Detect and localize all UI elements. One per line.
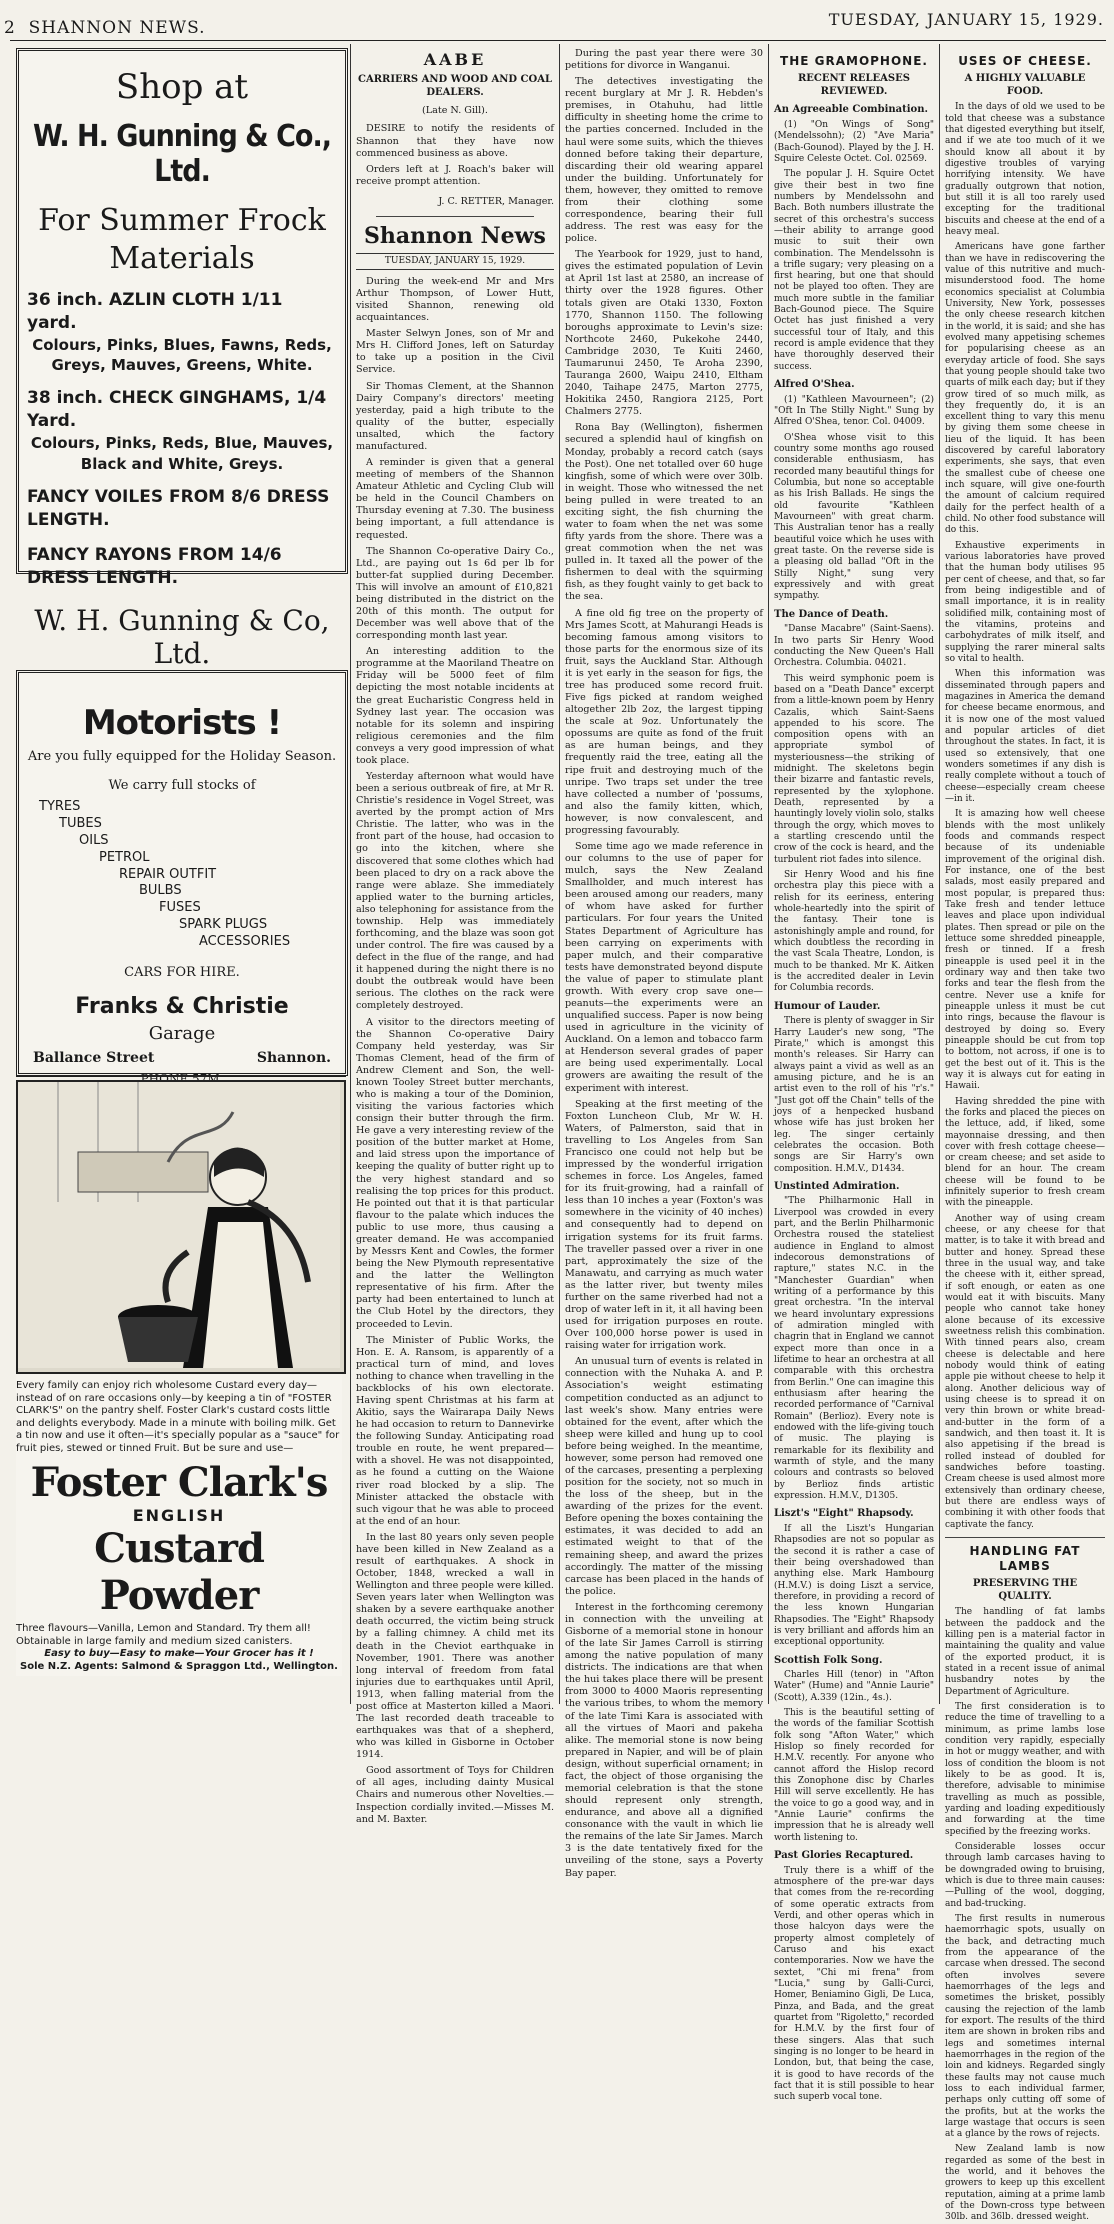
masthead xyxy=(0,0,1114,40)
paragraph: "Danse Macabre" (Saint-Saens). In two parts Sir Henry Wood conducting the New Queen's Hall Orchestra. Columbia. 04021. xyxy=(774,624,934,669)
custard-brand: Foster Clark's xyxy=(30,1459,328,1506)
ad-firm-name: W. H. Gunning & Co., Ltd. xyxy=(33,119,331,189)
news-item: An unusual turn of events is related in connection with the Nuhaka A. and P. Association's weight estimating competition conducted as an adjunct to last week's show. Many entries were obtained for the event, after which the sheep were killed and hung up to cool before being weighed. In the meantime, however, some person had removed one of the carcases, presenting a perplexing position for the society, not so much in the loss of the sheep, but in the awarding of the prizes for the event. Before opening the boxes containing the estimates, it was decided to add an estimated weight to that of the remaining sheep, and award the prizes accordingly. The matter of the missing carcase has been placed in the hands of the police. xyxy=(565,1356,763,1597)
custard-english: ENGLISH xyxy=(132,1506,226,1525)
page-number: 2 xyxy=(4,18,16,38)
paragraph: It is amazing how well cheese blends with the most unlikely foods and commands respect because of its undeniable improvement of the original dish. For instance, one of the best salads, most easily prepared and most popular, is prepared thus: Take fresh and tender lettuce leaves and place upon individual plates. Then spread or pile on the lettuce some shredded pineapple, fresh or tinned. If a fresh pineapple is used peel it in the ordinary way and then take two forks and tear the flesh from the centre. Never use a knife for pineapple unless it must be cut into rings, because the flavour is destroyed by doing so. Every pineapple should be cut from top to bottom, not across, if one is to get the best out of it. This is the way it is always cut for eating in Hawaii. xyxy=(945,809,1105,1092)
ad-carry: We carry full stocks of xyxy=(108,778,256,793)
paragraph: This is the beautiful setting of the words of the familiar Scottish folk song "Afton Water," which Hislop so finely recorded for H.M.V. recently. For anyone who cannot afford the Hislop record this Zonophone disc by Charles Hill will serve excellently. He has the voice to go a good way, and in "Annie Laurie" confirms the impression that he is already well worth listening to. xyxy=(774,1708,934,1843)
stock-item: BULBS xyxy=(139,883,182,899)
column-5-cheese-lambs xyxy=(945,48,1105,2223)
news-item: Master Selwyn Jones, son of Mr and Mrs H. Clifford Jones, left on Saturday to take up a position in the Civil Service. xyxy=(356,328,554,376)
ad-subhead-2: Materials xyxy=(109,241,255,276)
aabe-signature: J. C. RETTER, Manager. xyxy=(438,195,554,207)
news-item: Interest in the forthcoming ceremony in connection with the unveiling at Gisborne of a memorial stone in honour of the late Sir James Carroll is stirring among the native population of many districts. The indications are that when the hui takes place there will be present from 3000 to 4000 Maoris representing the various tribes, to whom the memory of the late Timi Kara is associated with all the virtues of Maori and pakeha alike. The memorial stone is now being prepared in Napier, and will be of plain design, without superficial ornament; in fact, the object of those organising the memorial celebration is that the stone should represent only strength, endurance, and above all a dignified consonance with the vault in which lie the remains of the late Sir James. March 3 is the date tentatively fixed for the unveiling of the stone, says a Poverty Bay paper. xyxy=(565,1601,763,1879)
stock-list xyxy=(19,799,345,951)
news-item: The Minister of Public Works, the Hon. E. A. Ransom, is apparently of a practical turn of mind, and loves nothing to chance when travelling in the backblocks of his own electorate. Having spent Christmas at his farm at Akitio, says the Wairarapa Daily News he had occasion to return to Dannevirke the following Sunday. Anticipating road trouble en route, he went prepared—with a shovel. He was not disappointed, as he found a cutting on the Waione river road blocked by a slip. The Minister attacked the obstacle with such vigour that he was able to proceed at the end of an hour. xyxy=(356,1334,554,1527)
subhead: Alfred O'Shea. xyxy=(774,379,855,391)
paragraph: In the days of old we used to be told that cheese was a substance that digested everything but itself, and if we ate too much of it we should know all about it by digestive troubles of varying horrifying intensity. We have gradually outgrown that notion, but still it is all too rarely used excepting for the traditional biscuits and cheese at the end of a heavy meal. xyxy=(945,102,1105,237)
paragraph: (1) "Kathleen Mavourneen"; (2) "Oft In The Stilly Night." Sung by Alfred O'Shea, tenor. Col. 04009. xyxy=(774,394,934,428)
paragraph: Sir Henry Wood and his fine orchestra play this piece with a relish for its eeriness, entering whole-heartedly into the spirit of the fantasy. Their tone is astonishingly ample and round, for which doubtless the recording in the vast Scala Theatre, London, is much to be thanked. Mr K. Aitken is the accredited dealer in Levin for Columbia records. xyxy=(774,870,934,994)
news-item: A visitor to the directors meeting of the Shannon Co-operative Dairy Company held yesterday, was Sir Thomas Clement, head of the firm of Andrew Clement and Son, the well-known Tooley Street butter merchants, who is making a tour of the Dominion, visiting the various factories which consign their butter through the firm. He gave a very interesting review of the position of the butter market at Home, and laid stress upon the importance of keeping the quality of butter right up to the very highest standard and so realising the top prices for this product. He pointed out that it is that particular flavour to the palate which induces the public to use more, thus causing a greater demand. He was accompanied by Messrs Kent and Cowles, the former being the New Plymouth representative and the latter the Wellington representative of his firm. After the party had been entertained to lunch at the Club Hotel by the directors, they proceeded to Levin. xyxy=(356,1016,554,1330)
ad-separator xyxy=(16,1076,346,1077)
news-item: A reminder is given that a general meeting of members of the Shannon Amateur Athletic and Cycling Club will be held in the Council Chambers on Thursday evening at 7.30. The business being important, a full attendance is requested. xyxy=(356,457,554,541)
stock-item: PETROL xyxy=(99,849,150,865)
column-4-gramophone xyxy=(774,48,934,2103)
ad-line: 36 inch. AZLIN CLOTH 1/11 yard. xyxy=(27,290,283,333)
ad-line: Colours, Pinks, Blues, Fawns, Reds, Greys, Mauves, Greens, White. xyxy=(32,335,332,375)
masthead-rule xyxy=(10,40,1106,41)
ad-line: FANCY RAYONS FROM 14/6 DRESS LENGTH. xyxy=(27,544,282,588)
news-item: Sir Thomas Clement, at the Shannon Dairy Company's directors' meeting yesterday, paid a high tribute to the quality of the butter, especially unsalted, which the factory manufactured. xyxy=(356,380,554,452)
section-subtitle: A HIGHLY VALUABLE FOOD. xyxy=(964,73,1086,97)
ad-hire: CARS FOR HIRE. xyxy=(124,965,240,981)
ad-subhead: For Summer Frock xyxy=(38,203,326,238)
column-rule xyxy=(768,44,769,1704)
column-3 xyxy=(565,48,764,1879)
separator xyxy=(376,216,534,217)
paragraph: New Zealand lamb is now regarded as some of the best in the world, and it behoves the growers to keep up this excellent reputation, aiming at a prime lamb of the Down-cross type between 30lb. and 36lb. dressed weight. xyxy=(945,2144,1105,2223)
news-item: The detectives investigating the recent burglary at Mr J. R. Hebden's premises, in Otahuhu, had little difficulty in sheeting home the crime to the parties concerned. Included in the haul were some suits, which the thieves donned before taking their departure, discarding their old wearing apparel under the building. Unfortunately for them, however, they omitted to remove from their clothing some correspondence, bearing their full address. The rest was easy for the police. xyxy=(565,76,763,245)
section-subtitle: RECENT RELEASES REVIEWED. xyxy=(798,73,910,97)
ad-signature: W. H. Gunning & Co, Ltd. xyxy=(34,603,330,670)
page-header-left xyxy=(4,18,206,38)
paragraph: Truly there is a whiff of the atmosphere of the pre-war days that comes from the re-recording of some operatic extracts from Verdi, and other operas which in those halcyon days were the property almost completely of Caruso and his exact contemporaries. Now we have the sextet, "Chi mi frena" from "Lucia," sung by Galli-Curci, Homer, Beniamino Gigli, De Luca, Pinza, and Bada, and the great quartet from "Rigoletto," recorded for H.M.V. by the first four of these singers. Alas that such singing is no longer to be heard in London, but, that being the case, it is good to have records of the fact that it is still possible to hear such superb vocal tone. xyxy=(774,1865,934,2103)
news-item: In the last 80 years only seven people have been killed in New Zealand as a result of earthquakes. A shock in October, 1848, wrecked a wall in Wellington and three people were killed. Seven years later when Wellington was shaken by a severe earthquake another death occurred, the victim being struck by a falling chimney. A child met its death in the Cheviot earthquake in November, 1901. There was another long interval of freedom from fatal injuries due to earthquakes until April, 1913, when falling material from the post office at Masterton killed a Maori. The last recorded death traceable to earthquakes was that of a shepherd, who was killed in Gisborne in October 1914. xyxy=(356,1531,554,1761)
paragraph: Exhaustive experiments in various laboratories have proved that the human body utilises 95 per cent of cheese, and that, so far from being indigestible and of small importance, it is in reality solidified milk, containing most of the vitamins, proteins and carbohydrates of milk itself, and supplying the rarer mineral salts so vital to health. xyxy=(945,540,1105,665)
ad-garage: Garage xyxy=(148,1023,216,1045)
advert-custard xyxy=(16,1080,342,1676)
paragraph: Having shredded the pine with the forks and placed the pieces on the lettuce, add, if liked, some mayonnaise dressing, and then cover with fresh cottage cheese—or cream cheese; and set aside to blend for an hour. The cream cheese will be found to be infinitely superior to fresh cream with the pineapple. xyxy=(945,1096,1105,1209)
ad-line: 38 inch. CHECK GINGHAMS, 1/4 Yard. xyxy=(27,388,327,432)
stock-item: ACCESSORIES xyxy=(199,934,291,950)
paragraph: The first results in numerous haemorrhagic spots, usually on the back, and detracting much from the appearance of the carcase when dressed. The second often involves severe haemorrhages of the legs and sometimes the brisket, possibly causing the rejection of the lamb for export. The results of the third item are shown in broken ribs and legs and sometimes internal haemorrhages in the region of the loin and kidneys. Regarded singly these faults may not cause much loss to each individual farmer, perhaps only cutting off some of the profits, but at the works the large wastage that occurs is seen at a glance by the rows of rejects. xyxy=(945,1913,1105,2140)
stock-item: REPAIR OUTFIT xyxy=(119,866,217,882)
section-title: HANDLING FAT LAMBS xyxy=(969,1543,1081,1574)
shannon-news-masthead: Shannon News xyxy=(364,222,546,249)
subhead: Liszt's "Eight" Rhapsody. xyxy=(774,1508,914,1520)
paragraph: The first consideration is to reduce the time of travelling to a minimum, as prime lambs lose condition very rapidly, especially in hot or muggy weather, and with loss of condition the bloom is not likely to be as good. It is, therefore, advisable to minimise travelling as much as possible, yarding and loading expeditiously and forwarding at the time specified by the freezing works. xyxy=(945,1702,1105,1837)
separator xyxy=(945,1537,1105,1538)
news-item: Rona Bay (Wellington), fishermen secured a splendid haul of kingfish on Monday, probably a record catch (says the Post). One net totalled over 60 huge kingfish, some of which were over 30lb. in weight. Those who witnessed the net being pulled in were treated to an exciting sight, the fish churning the water to foam when the net was some fifty yards from the shore. There was a great commotion when the net was pulled in. It taxed all the power of the fishermen to deal with the squirming fish, as they fought vainly to get back to the sea. xyxy=(565,422,763,603)
news-item: The Shannon Co-operative Dairy Co., Ltd., are paying out 1s 6d per lb for butter-fat supplied during December. This will involve an amount of £10,821 being distributed in the district on the 20th of this month. The output for December was well above that of the corresponding month last year. xyxy=(356,545,554,642)
section-title: USES OF CHEESE. xyxy=(958,54,1092,68)
news-item: During the week-end Mr and Mrs Arthur Thompson, of Lower Hutt, visited Shannon, renewing old acquaintances. xyxy=(356,275,554,324)
news-item: Yesterday afternoon what would have been a serious outbreak of fire, at Mr R. Christie's residence in Vogel Street, was averted by the prompt action of Mrs Christie. The latter, who was in the front part of the house, had occasion to go into the kitchen, where she discovered that some clothes which had been placed to dry on a rack above the range were ablaze. She immediately applied water to the burning articles, also telephoning for assistance from the township. Help was immediately forthcoming, and the blaze was soon got under control. The fire was caused by a defect in the flue of the range, and had it happened during the night there is no doubt the outbreak would have been serious. The clothes on the rack were completely destroyed. xyxy=(356,770,554,1012)
paragraph: Considerable losses occur through lamb carcases having to be downgraded owing to bruising, which is due to three main causes:—Pulling of the wool, dogging, and bad-trucking. xyxy=(945,1841,1105,1909)
section-subtitle: PRESERVING THE QUALITY. xyxy=(972,1578,1078,1602)
advert-gunning xyxy=(16,48,348,670)
news-item: The Yearbook for 1929, just to hand, gives the estimated population of Levin at April 1st last at 2580, an increase of thirty over the 1928 figures. Other totals given are Otaki 1330, Foxton 1770, Shannon 1150. The following boroughs approximate to Levin's size: Northcote 2460, Pukekohe 2440, Cambridge 2030, Te Kuiti 2460, Taumarunui 2450, Te Aroha 2390, Tauranga 2600, Waipu 2410, Eltham 2040, Taihape 2475, Marton 2775, Hokitika 2450, Rangiora 2125, Port Chalmers 2775. xyxy=(565,249,763,418)
page-date: TUESDAY, JANUARY 15, 1929. xyxy=(828,10,1104,29)
paper-name: SHANNON NEWS. xyxy=(28,18,206,38)
news-item: An interesting addition to the programme at the Maoriland Theatre on Friday will be 5000 feet of film depicting the most notable incidents at the great Eucharistic Congress held in Sydney last year. The occasion was notable for its solemn and inspiring religious ceremonies and the film conveys a very good impression of what took place. xyxy=(356,646,554,766)
subhead: Unstinted Admiration. xyxy=(774,1180,900,1192)
paragraph: This weird symphonic poem is based on a "Death Dance" excerpt from a little-known poem by Henry Cazalis, which Saint-Saens appended to his score. The composition opens with an appropriate symbol of mysteriousness—the striking of midnight. The skeletons begin their bizarre and fantastic revels, represented by the xylophone. Death, represented by a hauntingly lovely violin solo, stalks through the orgy, which moves to a startling crescendo until the crow of the cock is heard, and the turbulent riot fades into silence. xyxy=(774,673,934,865)
ad-question: Are you fully equipped for the Holiday Season. xyxy=(27,749,337,764)
aabe-late: (Late N. Gill). xyxy=(422,105,488,117)
column-rule xyxy=(939,44,940,1704)
news-item: During the past year there were 30 petitions for divorce in Wanganui. xyxy=(565,48,763,72)
custard-body-text: Every family can enjoy rich wholesome Custard every day—instead of on rare occasions only—by keeping a tin of "FOSTER CLARK'S" on the pantry shelf. Foster Clark's custard costs little and delights everybody. Made in a minute with boiling milk. Get a tin now and use it often—it's specially popular as a "sauce" for fruit pies, stewed or tinned Fruit. But be sure and use— xyxy=(16,1380,340,1454)
ad-firm-name: Franks & Christie xyxy=(75,994,289,1020)
paragraph: There is plenty of swagger in Sir Harry Lauder's new song, "The Pirate," which is amongst this month's releases. Sir Harry can always paint a vivid as well as an amusing picture, and he is an artist even to the roll of his "r's." "Just got off the Chain" tells of the joys of a henpecked husband whose wife has just broken her leg. The singer certainly celebrates the occasion. Both songs are Sir Harry's own composition. H.M.V., D1434. xyxy=(774,1016,934,1174)
paragraph: If all the Liszt's Hungarian Rhapsodies are not so popular as the second it is rather a case of their being overshadowed than anything else. Mark Hambourg (H.M.V.) is doing Liszt a service, therefore, in providing a record of the less known Hungarian Rhapsodies. The "Eight" Rhapsody is very brilliant and affords him an exceptional opportunity. xyxy=(774,1523,934,1648)
subhead: Scottish Folk Song. xyxy=(774,1654,883,1666)
news-item: A fine old fig tree on the property of Mrs James Scott, at Mahurangi Heads is becoming famous among visitors to those parts for the enormous size of its fruit, says the Auckland Star. Although it is yet early in the season for figs, the tree has produced some record fruit. Five figs picked at random weighed altogether 2lb 2oz, the largest tipping the scale at 9oz. Unfortunately the opossums are quite as fond of the fruit as are human beings, and they frequently raid the tree, eating all the ripe fruit and destroying much of the unripe. Two traps set under the tree have collected a number of 'possums, and also the family kitten, which, however, is now convalescent, and progressing favourably. xyxy=(565,607,763,836)
paragraph: (1) "On Wings of Song" (Mendelssohn); (2) "Ave Maria" (Bach-Gounod). Played by the J. H. Squire Celeste Octet. Col. 02569. xyxy=(774,119,934,164)
aabe-subhead: CARRIERS AND WOOD AND COAL DEALERS. xyxy=(357,74,553,98)
aabe-body: DESIRE to notify the residents of Shannon that they have now commenced business as above. xyxy=(356,123,554,159)
subhead: Past Glories Recaptured. xyxy=(774,1850,914,1862)
custard-flavours: Three flavours—Vanilla, Lemon and Standard. Try them all! Obtainable in large family and medium sized canisters. xyxy=(16,1623,311,1647)
aabe-orders: Orders left at J. Roach's baker will receive prompt attention. xyxy=(356,163,554,187)
paragraph: When this information was disseminated through papers and magazines in America the demand for cheese became enormous, and it is now one of the most valued and popular articles of diet throughout the states. In fact, it is used so extensively, that one wonders sometimes if any dish is really complete without a touch of cheese—especially cream cheese—in it. xyxy=(945,669,1105,804)
column-rule xyxy=(350,44,351,1704)
subhead: The Dance of Death. xyxy=(774,608,889,620)
ad-line: FANCY VOILES FROM 8/6 DRESS LENGTH. xyxy=(27,486,330,530)
custard-agents: Sole N.Z. Agents: Salmond & Spraggon Ltd., Wellington. xyxy=(20,1660,338,1672)
aabe-headline: AABE xyxy=(423,50,487,69)
column-rule xyxy=(559,44,560,1704)
news-item: Some time ago we made reference in our columns to the use of paper for mulch, says the New Zealand Smallholder, and much interest has been aroused among our readers, many of whom have asked for further particulars. For four years the United States Department of Agriculture has been carrying on experiments with paper mulch, and their comparative tests have demonstrated beyond dispute the value of paper to stimulate plant growth. With every crop save one—peanuts—the experiments were an unqualified success. Paper is now being used in agriculture in the vicinity of Auckland. On a lemon and tobacco farm at Henderson several grades of paper are being used experimentally. Local growers are awaiting the result of the experiment with interest. xyxy=(565,841,763,1094)
advert-motorists xyxy=(16,670,348,1076)
paragraph: The handling of fat lambs between the paddock and the killing pen is a material factor in maintaining the quality and value of the exported product, it is stated in a recent issue of animal husbandry notes by the Department of Agriculture. xyxy=(945,1607,1105,1697)
custard-illustration xyxy=(16,1080,346,1374)
paragraph: "The Philharmonic Hall in Liverpool was crowded in every part, and the Berlin Philharmonic Orchestra roused the stateliest audience in England to almost indecorous demonstrations of rapture," states N.C. in the "Manchester Guardian" when writing of a performance by this great orchestra. "In the interval we heard involuntary expressions of admiration mingled with chagrin that in England we cannot expect more than once in a lifetime to hear an orchestra at all comparable with this orchestra from Berlin." One can imagine this enthusiasm after hearing the recorded performance of "Carnival Romain" (Berlioz). Every note is endowed with the life-giving touch of music. The playing is remarkable for its flexibility and warmth of style, and the many colours and contrasts so beloved by Berlioz finds artistic expression. H.M.V., D1305. xyxy=(774,1196,934,1502)
custard-product: Custard Powder xyxy=(94,1525,264,1619)
ad-town: Shannon. xyxy=(256,1050,331,1067)
paragraph: Americans have gone farther than we have in rediscovering the value of this nutritive and much-misunderstood food. The home economics specialist at Columbia University, New York, possesses the only cheese research kitchen in the world, it is said; and she has evolved many appetising schemes for popularising cheese as an everyday article of food. She says that young people should take two quarts of milk each day; but if they grow tired of so much milk, as they frequently do, it is an excellent thing to vary this menu by giving them some cheese in lieu of the liquid. It has been discovered by careful laboratory experiments, she says, that even the smallest cube of cheese one inch square, will give one-fourth the amount of calcium required daily for the perfect health of a child. No other food substance will do this. xyxy=(945,242,1105,536)
stock-item: TUBES xyxy=(59,815,102,831)
stock-item: TYRES xyxy=(39,799,81,814)
paragraph: The popular J. H. Squire Octet give their best in two fine numbers by Mendelssohn and Bach. Both numbers illustrate the secret of this orchestra's success—their ability to arrange good music to suit their own combination. The Mendelssohn is a trifle sugary; very pleasing on a first hearing, but one that should not be played too often. They are much more subtle in the familiar Bach-Gounod piece. The Squire Octet has just finished a very successful tour of Italy, and this record is ample evidence that they have thoroughly deserved their success. xyxy=(774,169,934,372)
section-title: THE GRAMOPHONE. xyxy=(780,54,928,68)
ad-line: Colours, Pinks, Reds, Blue, Mauves, Black and White, Greys. xyxy=(30,434,334,473)
paragraph: O'Shea whose visit to this country some months ago roused considerable enthusiasm, has recorded many beautiful things for Columbia, but none so acceptable as his Irish Ballads. He sings the old favourite "Kathleen Mavourneen" with great charm. This Australian tenor has a really beautiful voice which he uses with great taste. On the reverse side is a pleasing old ballad "Oft in the Stilly Night," sung very expressively and with great sympathy. xyxy=(774,432,934,602)
woman-pouring-illustration xyxy=(18,1082,340,1368)
subhead: An Agreeable Combination. xyxy=(774,104,928,116)
stock-item: SPARK PLUGS xyxy=(179,917,268,933)
ad-headline: Motorists ! xyxy=(82,703,282,743)
ad-address xyxy=(19,1050,345,1066)
paragraph: Charles Hill (tenor) in "Afton Water" (Hume) and "Annie Laurie" (Scott), A.339 (12in., 4s.). xyxy=(774,1670,934,1703)
issue-date: TUESDAY, JANUARY 15, 1929. xyxy=(356,253,554,270)
stock-item: OILS xyxy=(79,832,109,848)
column-2 xyxy=(356,48,554,1825)
subhead: Humour of Lauder. xyxy=(774,1000,881,1012)
ad-street: Ballance Street xyxy=(33,1050,155,1067)
ad-headline: Shop at xyxy=(115,67,249,107)
news-item: Good assortment of Toys for Children of all ages, including dainty Musical Chairs and numerous other Novelties.—Inspection cordially invited.—Misses M. and M. Baxter. xyxy=(356,1765,554,1825)
stock-item: FUSES xyxy=(159,900,201,916)
paragraph: Another way of using cream cheese, or any cheese for that matter, is to take it with bread and butter and honey. Spread these three in the usual way, and take the cheese with it, either spread, if soft enough, or eaten as one would eat it with biscuits. Many people who cannot take honey alone because of its excessive sweetness relish this combination. With tinned pears also, cream cheese is delectable and here nobody would think of eating apple pie without cheese to help it along. Another delicious way of using cheese is to spread it on very thin brown or white bread-and-butter in the form of a sandwich, and then toast it. It is also appetising if the bread is rolled instead of doubled for sandwiches before toasting. Cream cheese is used almost more extensively than ordinary cheese, but there are endless ways of combining it with other foods that captivate the fancy. xyxy=(945,1213,1105,1530)
custard-easy: Easy to buy—Easy to make—Your Grocer has it ! xyxy=(44,1648,314,1659)
news-item: Speaking at the first meeting of the Foxton Luncheon Club, Mr W. H. Waters, of Palmerston, said that in travelling to Los Angeles from San Francisco one could not help but be impressed by the wonderful irrigation schemes in force. Los Angeles, famed for its fruit-growing, had a rainfall of less than 10 inches a year (Foxton's was somewhere in the vicinity of 40 inches) and consequently had to depend on irrigation systems for its fruit farms. The traveller passed over a river in one part, approximately the size of the Manawatu, and carrying as much water as the latter river, but twenty miles further on the same riverbed had not a drop of water left in it, it all having been used for irrigation purposes en route. Over 100,000 horse power is used in raising water for irrigation work. xyxy=(565,1098,764,1352)
